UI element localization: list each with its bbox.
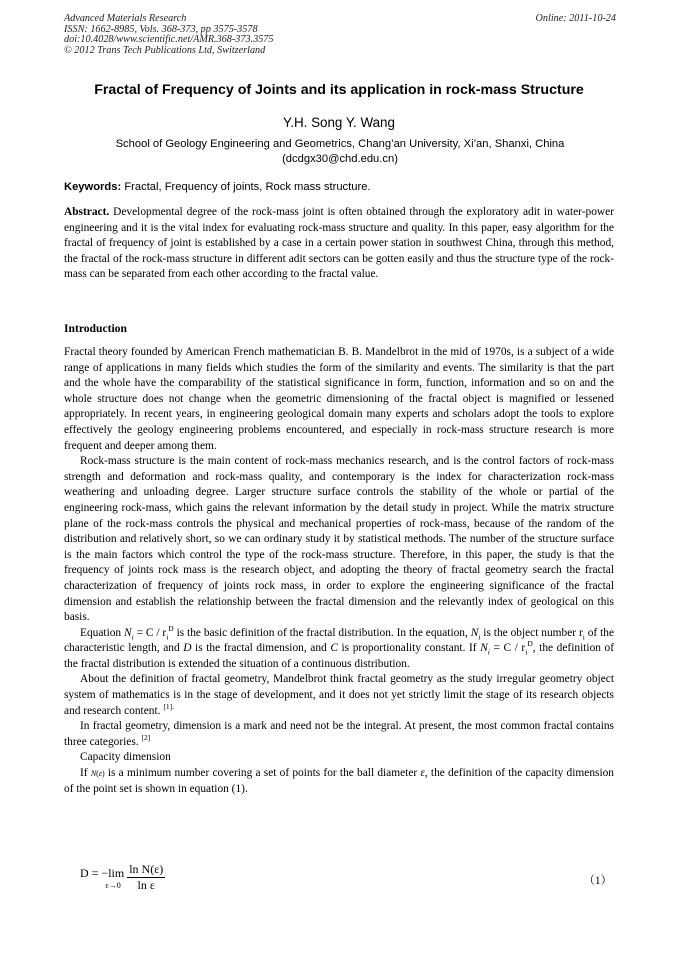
copyright-line: © 2012 Trans Tech Publications Ltd, Switzerland	[64, 44, 266, 56]
abstract-label: Abstract.	[64, 206, 110, 218]
doi-line: doi:10.4028/www.scientific.net/AMR.368-373.3575	[64, 34, 274, 46]
capacity-dimension-heading: Capacity dimension	[80, 751, 171, 764]
journal-header	[64, 14, 616, 56]
issn-line: ISSN: 1662-8985, Vols. 368-373, pp 3575-3578	[64, 23, 258, 35]
keywords	[64, 181, 616, 193]
affiliation-institution: School of Geology Engineering and Geometrics, Chang’an University, Xi’an, Shanxi, China	[115, 138, 565, 150]
journal-name: Advanced Materials Research	[64, 13, 187, 24]
equation-fraction	[127, 862, 165, 893]
equation-number: （1）	[583, 875, 612, 887]
intro-paragraph-5: In fractal geometry, dimension is a mark and need not be the integral. At present, the most common fractal contains three categories. [2]	[64, 720, 614, 748]
keywords-label: Keywords:	[64, 181, 122, 193]
abstract-text: Developmental degree of the rock-mass joint is often obtained through the exploratory adit in water-power engineering and it is the vital index for evaluating rock-mass structure and quality. In this paper, easy algorithm for the fractal of frequency of joint is established by a case in a certain power station in southwest China, through this method, the fractal of the rock-mass structure in different adit sectors can be gotten easily and thus the structure type of the rock-mass can be separated from each other according to the fractal value.	[64, 206, 614, 281]
affiliation-email: (dcdgx30@chd.edu.cn)	[282, 153, 398, 165]
equation-1	[80, 862, 165, 893]
equation-denominator: ln ε	[137, 878, 155, 892]
equation-numerator: ln N(ε)	[129, 862, 164, 876]
equation-limit-subscript: ε→0	[105, 880, 121, 890]
authors: Y.H. Song Y. Wang	[283, 115, 395, 130]
keywords-text: Fractal, Frequency of joints, Rock mass structure.	[124, 181, 371, 193]
intro-paragraph-3: Equation $N_i = C / r_i^D$ is the basic definition of the fractal distribution. In the equation, $N_i$ is the object number $r_i$ of the characteristic length, and D is the fractal dimension, and C is proportionality constant. If $N_i = C / r_i^D$, the definition of the fractal distribution is extended the situation of a continuous distribution.	[64, 623, 615, 670]
intro-paragraph-2: Rock-mass structure is the main content of rock-mass mechanics research, and is the control factors of rock-mass strength and deformation and rock-mass quality, and contemporary is the index for characterization rock-mass weathering and unloading degree. Larger structure surface controls the stability of the whole or partial of the engineering rock-mass, which gains the relevant information by the detail study in project. While the matrix structure plane of the rock-mass controls the physical and mechanical properties of rock-mass, because of the random of the distribution and relatively short, so we can ordinary study it by statistical methods. The number of the structure surface is the main factors which control the type of the rock-mass structure. Therefore, in this paper, the study is that the frequency of joints rock mass is the research object, and adopting the theory of fractal geometry search the fractal characterization of frequency of joints rock mass, in order to explore the engineering significance of the fractal dimension and establish the relationship between the fractal dimension and the relevantly index of geological on this basis.	[64, 455, 614, 624]
online-date: Online: 2011-10-24	[535, 13, 616, 24]
intro-paragraph-1: Fractal theory founded by American French mathematician B. B. Mandelbrot in the mid of 1970s, is a subject of a wide range of applications in many fields which studies the form of the similarity and events. The similarity is that the part and the whole have the comparability of the statistical significance in form, function, information and so on and the whole structure does not change when the geometric dimensioning of the fractal object is magnified or lessened appropriately. In recent years, in engineering geological domain many experts and scholars adopt the tools to explore effectively the geology engineering problems encountered, and especially in rock-mass structure research is more frequent and deeper among them.	[64, 346, 614, 452]
abstract	[64, 205, 614, 283]
introduction-body	[64, 345, 614, 797]
affiliation	[64, 137, 616, 167]
intro-paragraph-4: About the definition of fractal geometry, Mandelbrot think fractal geometry as the study irregular geometry object system of mathematics is in the stage of development, and it does not yet strictly limit the stage of its research objects and research content. $^{[1].}$	[64, 673, 614, 717]
intro-paragraph-7: If N(ε) is a minimum number covering a set of points for the ball diameter ε, the definition of the capacity dimension of the point set is shown in equation (1).	[64, 767, 614, 795]
paper-title: Fractal of Frequency of Joints and its application in rock-mass Structure	[94, 82, 584, 98]
equation-lhs: D = −lim	[80, 865, 125, 880]
introduction-heading: Introduction	[64, 322, 127, 335]
